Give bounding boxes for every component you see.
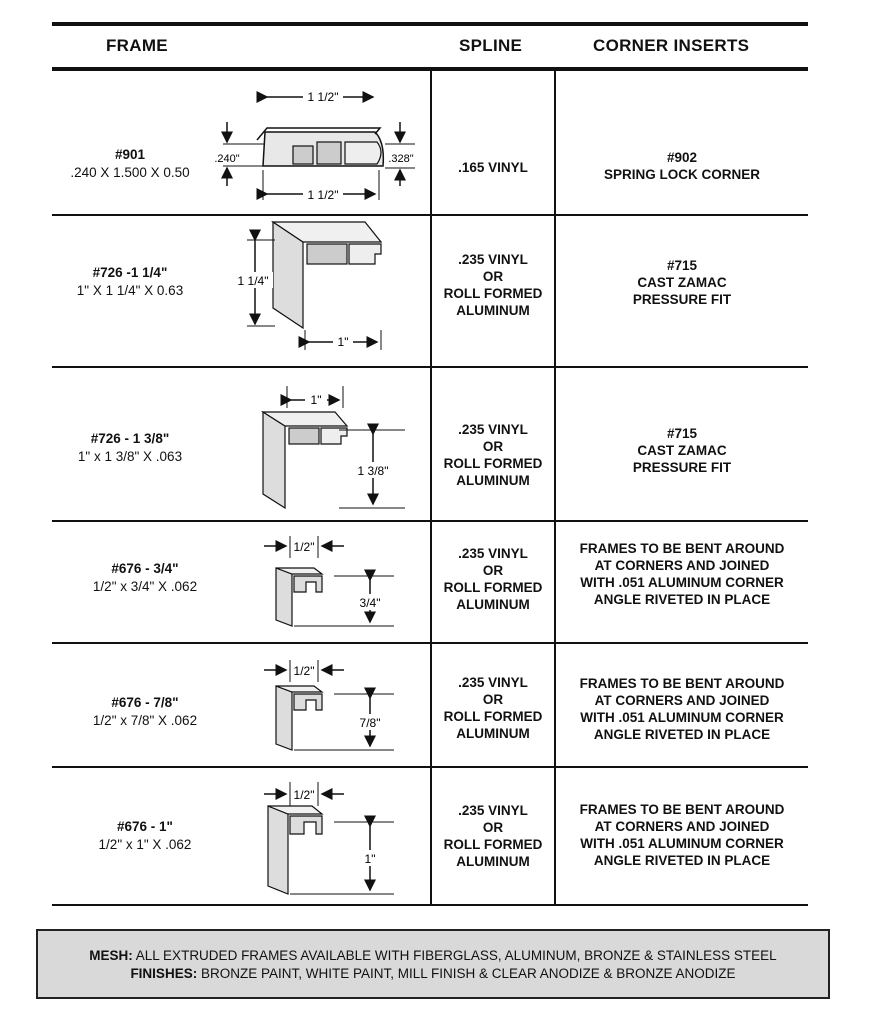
frame-676-78-drawing — [262, 652, 422, 762]
dim-label: 1 1/4" — [237, 274, 269, 288]
spline-line: .235 VINYL — [458, 675, 528, 690]
frame-dimensions: .240 X 1.500 X 0.50 — [70, 165, 190, 180]
spline-cell — [432, 802, 554, 870]
corner-cell — [556, 801, 808, 869]
corner-line: #715 — [666, 258, 698, 273]
frame-726-138-drawing — [255, 378, 425, 516]
corner-line: #715 — [666, 426, 698, 441]
frame-901-drawing — [205, 82, 425, 210]
frame-code-676-1 — [50, 818, 240, 854]
frame-code: #676 - 3/4" — [111, 561, 179, 576]
corner-line: AT CORNERS AND JOINED — [594, 558, 770, 573]
frame-dimensions: 1" x 1 3/8" X .063 — [77, 449, 183, 464]
corner-line: ANGLE RIVETED IN PLACE — [593, 727, 771, 742]
spline-line: ROLL FORMED — [443, 837, 543, 852]
corner-line: ANGLE RIVETED IN PLACE — [593, 853, 771, 868]
spline-cell — [432, 421, 554, 489]
dim-label: 1 3/8" — [357, 464, 389, 478]
corner-line: FRAMES TO BE BENT AROUND — [579, 802, 785, 817]
spline-line: .235 VINYL — [458, 803, 528, 818]
corner-line: #902 — [666, 150, 698, 165]
corner-line: CAST ZAMAC — [637, 275, 727, 290]
frame-code-676-34 — [50, 560, 240, 596]
frame-dimensions: 1/2" x 1" X .062 — [98, 837, 192, 852]
frame-dimensions: 1" X 1 1/4" X 0.63 — [76, 283, 184, 298]
spline-line: ROLL FORMED — [443, 456, 543, 471]
spline-line: .235 VINYL — [458, 252, 528, 267]
corner-line: WITH .051 ALUMINUM CORNER — [580, 710, 784, 725]
corner-cell — [556, 675, 808, 743]
spline-cell — [432, 545, 554, 613]
header-corner-inserts: CORNER INSERTS — [593, 36, 750, 55]
spline-line: .165 VINYL — [458, 160, 528, 175]
corner-line: SPRING LOCK CORNER — [603, 167, 760, 182]
header-spline: SPLINE — [459, 36, 523, 55]
spline-line: ALUMINUM — [456, 473, 530, 488]
corner-line: AT CORNERS AND JOINED — [594, 819, 770, 834]
row-rule — [52, 214, 808, 216]
dim-label: 1/2" — [293, 788, 315, 802]
spline-line: ROLL FORMED — [443, 286, 543, 301]
dim-label: 1" — [364, 852, 376, 866]
dim-label: 1" — [337, 335, 349, 349]
mesh-finishes-note — [36, 929, 830, 999]
spline-line: ROLL FORMED — [443, 709, 543, 724]
spline-line: OR — [482, 692, 504, 707]
spline-line: ALUMINUM — [456, 597, 530, 612]
row-rule — [52, 766, 808, 768]
spline-line: ALUMINUM — [456, 854, 530, 869]
spline-line: ALUMINUM — [456, 303, 530, 318]
dim-label: .328" — [388, 153, 414, 165]
corner-cell — [556, 149, 808, 183]
frame-code: #726 -1 1/4" — [92, 265, 168, 280]
table-bottom-rule — [52, 904, 808, 906]
corner-cell — [556, 257, 808, 308]
frame-676-1-drawing — [262, 774, 422, 900]
dim-label: 1 1/2" — [307, 188, 339, 202]
frame-code-726-138 — [35, 430, 225, 466]
dim-label: 1" — [310, 393, 322, 407]
corner-line: FRAMES TO BE BENT AROUND — [579, 541, 785, 556]
spline-line: .235 VINYL — [458, 422, 528, 437]
spline-line: OR — [482, 820, 504, 835]
mesh-label: MESH: — [89, 948, 133, 963]
spline-line: .235 VINYL — [458, 546, 528, 561]
frame-code: #726 - 1 3/8" — [90, 431, 170, 446]
frame-code-676-78 — [50, 694, 240, 730]
corner-line: WITH .051 ALUMINUM CORNER — [580, 575, 784, 590]
dim-label: 1/2" — [293, 664, 315, 678]
dim-label: 3/4" — [359, 596, 381, 610]
corner-line: CAST ZAMAC — [637, 443, 727, 458]
spline-cell — [432, 251, 554, 319]
table-top-rule — [52, 22, 808, 26]
frame-726-114-drawing — [225, 218, 425, 364]
frame-code-901 — [35, 146, 225, 182]
finishes-line — [38, 965, 828, 983]
frame-676-34-drawing — [262, 530, 422, 636]
header-frame: FRAME — [106, 36, 168, 55]
corner-line: AT CORNERS AND JOINED — [594, 693, 770, 708]
spline-line: OR — [482, 439, 504, 454]
dim-label: 1/2" — [293, 540, 315, 554]
spline-cell — [432, 674, 554, 742]
row-rule — [52, 520, 808, 522]
corner-line: FRAMES TO BE BENT AROUND — [579, 676, 785, 691]
mesh-line — [38, 947, 828, 965]
finishes-text: BRONZE PAINT, WHITE PAINT, MILL FINISH & CLEAR ANODIZE & BRONZE ANODIZE — [197, 966, 736, 981]
spline-line: OR — [482, 269, 504, 284]
finishes-label: FINISHES: — [130, 966, 198, 981]
corner-line: PRESSURE FIT — [632, 460, 732, 475]
frame-dimensions: 1/2" x 7/8" X .062 — [92, 713, 198, 728]
dim-label: .240" — [214, 153, 240, 165]
frame-dimensions: 1/2" x 3/4" X .062 — [92, 579, 198, 594]
column-divider-corner — [554, 70, 556, 905]
frame-code: #901 — [114, 147, 146, 162]
spline-line: OR — [482, 563, 504, 578]
corner-cell — [556, 540, 808, 608]
row-rule — [52, 366, 808, 368]
spline-line: ROLL FORMED — [443, 580, 543, 595]
mesh-text: ALL EXTRUDED FRAMES AVAILABLE WITH FIBERGLASS, ALUMINUM, BRONZE & STAINLESS STEEL — [132, 948, 777, 963]
frame-code: #676 - 7/8" — [111, 695, 179, 710]
dim-label: 7/8" — [359, 716, 381, 730]
row-rule — [52, 642, 808, 644]
spline-line: ALUMINUM — [456, 726, 530, 741]
corner-line: WITH .051 ALUMINUM CORNER — [580, 836, 784, 851]
frame-code-726-114 — [35, 264, 225, 300]
corner-cell — [556, 425, 808, 476]
frame-code: #676 - 1" — [117, 819, 173, 834]
dim-label: 1 1/2" — [307, 90, 339, 104]
spline-cell — [432, 159, 554, 176]
corner-line: PRESSURE FIT — [632, 292, 732, 307]
corner-line: ANGLE RIVETED IN PLACE — [593, 592, 771, 607]
